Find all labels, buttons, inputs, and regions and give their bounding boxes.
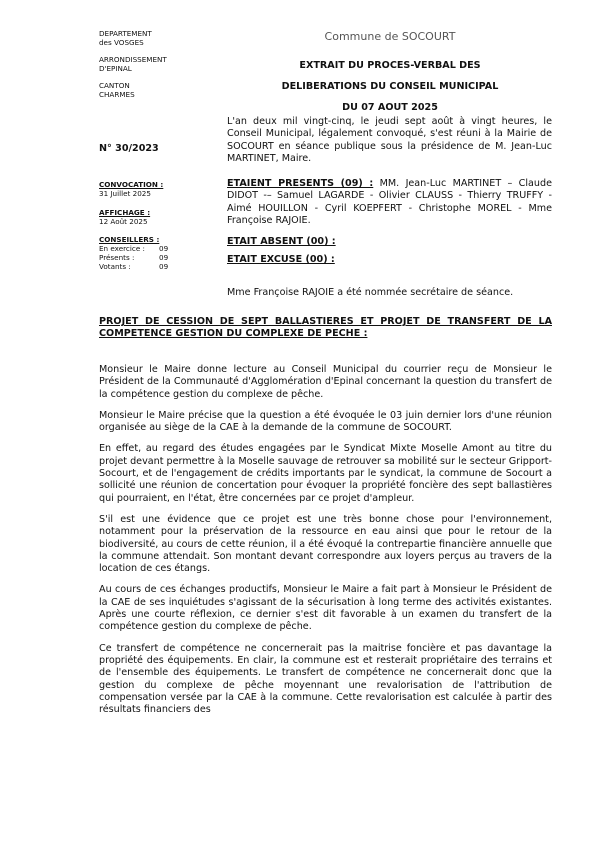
departement-label: DEPARTEMENT <box>99 29 152 38</box>
title-line-1: EXTRAIT DU PROCES-VERBAL DES <box>299 60 481 71</box>
presents-row <box>99 253 199 262</box>
sidebar <box>99 180 199 271</box>
excuse-label: ETAIT EXCUSE (00) : <box>227 254 335 265</box>
secretary-note: Mme Françoise RAJOIE a été nommée secrétaire de séance. <box>227 287 514 298</box>
paragraph-2: Monsieur le Maire précise que la question a été évoquée le 03 juin dernier lors d'une réunion organisée au siège de la CAE à la demande de la commune de SOCOURT. <box>99 409 552 434</box>
paragraph-1: Monsieur le Maire donne lecture au Conseil Municipal du courrier reçu de Monsieur le Président de la Communauté d'Agglomération d'Epinal concernant la question du transfert de la compétence gestion du complexe de pêche. <box>99 364 552 400</box>
title-line-3: DU 07 AOUT 2025 <box>342 102 438 113</box>
presents-names: MM. Jean-Luc MARTINET – Claude DIDOT -– Samuel LAGARDE - Olivier CLAUSS - Thierry TRUFFY - Aimé HOUILLON - Cyril KOEPFERT - Christophe MOREL - Mme Françoise RAJOIE. <box>227 178 552 226</box>
departement-value: des VOSGES <box>99 38 144 47</box>
presents-count-value: 09 <box>159 253 169 262</box>
votants-row <box>99 262 199 271</box>
votants-value: 09 <box>159 262 169 271</box>
convocation-label: CONVOCATION : <box>99 180 164 189</box>
paragraph-5: Au cours de ces échanges productifs, Monsieur le Maire a fait part à Monsieur le Président de la CAE de ses inquiétudes s'agissant de la sécurisation à long terme des activités existantes. Après une courte réflexion, ce dernier s'est dit favorable à un examen du transfert de la compétence gestion du complexe de pêche. <box>99 584 552 633</box>
document-title <box>250 55 530 118</box>
en-exercice-row <box>99 244 199 253</box>
absent-label: ETAIT ABSENT (00) : <box>227 236 336 247</box>
canton-label: CANTON <box>99 81 130 90</box>
affichage-label: AFFICHAGE : <box>99 208 151 217</box>
paragraph-6: Ce transfert de compétence ne concernerait pas la maitrise foncière et pas davantage la propriété des équipements. En clair, la commune est et resterait propriétaire des terrains et de l'ensemble des équipements. Le transfert de compétence ne concernerait donc que la gestion du complexe de pêche moyennant une revalorisation de l'attribution de compensation versée par la CAE à la commune. Cette revalorisation est calculée à partir des résultats financiers des <box>99 642 552 716</box>
intro-paragraph: L'an deux mil vingt-cinq, le jeudi sept août à vingt heures, le Conseil Municipal, légalement convoqué, s'est réuni à la Mairie de SOCOURT en séance publique sous la présidence de M. Jean-Luc MARTINET, Maire. <box>227 116 552 164</box>
title-line-2: DELIBERATIONS DU CONSEIL MUNICIPAL <box>281 81 499 92</box>
en-exercice-value: 09 <box>159 244 169 253</box>
arrondissement-label: ARRONDISSEMENT <box>99 55 167 64</box>
commune-name: Commune de SOCOURT <box>324 30 456 43</box>
en-exercice-label: En exercice : <box>99 244 145 253</box>
presents-block <box>227 178 552 227</box>
body-text <box>99 364 552 716</box>
arrondissement-value: D'EPINAL <box>99 64 132 73</box>
left-header <box>99 29 199 99</box>
paragraph-4: S'il est une évidence que ce projet est une très bonne chose pour l'environnement, notamment pour la préservation de la ressource en eau ainsi que pour le retour de la biodiversité, au cours de cette réunion, il a été évoqué la contrepartie financière annuelle que la commune attendait. Son montant devant correspondre aux loyers perçus au travers de la location de ces étangs. <box>99 513 552 575</box>
subject-heading: PROJET DE CESSION DE SEPT BALLASTIERES ET PROJET DE TRANSFERT DE LA COMPETENCE GESTION DU COMPLEXE DE PECHE : <box>99 316 552 340</box>
deliberation-number: N° 30/2023 <box>99 143 159 154</box>
canton-value: CHARMES <box>99 90 135 99</box>
presents-count-label: Présents : <box>99 253 135 262</box>
convocation-date: 31 Juillet 2025 <box>99 189 151 198</box>
paragraph-3: En effet, au regard des études engagées par le Syndicat Mixte Moselle Amont au titre du projet devant permettre à la Moselle sauvage de retrouver sa mobilité sur le secteur Gripport-Socourt, et de l'engagement de crédits importants par le syndicat, la commune de Socourt a sollicité une réunion de concertation pour évoquer la propriété foncière des sept ballastières qui pourraient, en l'état, être concernées par ce projet d'ampleur. <box>99 443 552 504</box>
votants-label: Votants : <box>99 262 131 271</box>
presents-label: ETAIENT PRESENTS (09) : <box>227 178 374 189</box>
conseillers-label: CONSEILLERS : <box>99 235 160 244</box>
affichage-date: 12 Août 2025 <box>99 217 148 226</box>
